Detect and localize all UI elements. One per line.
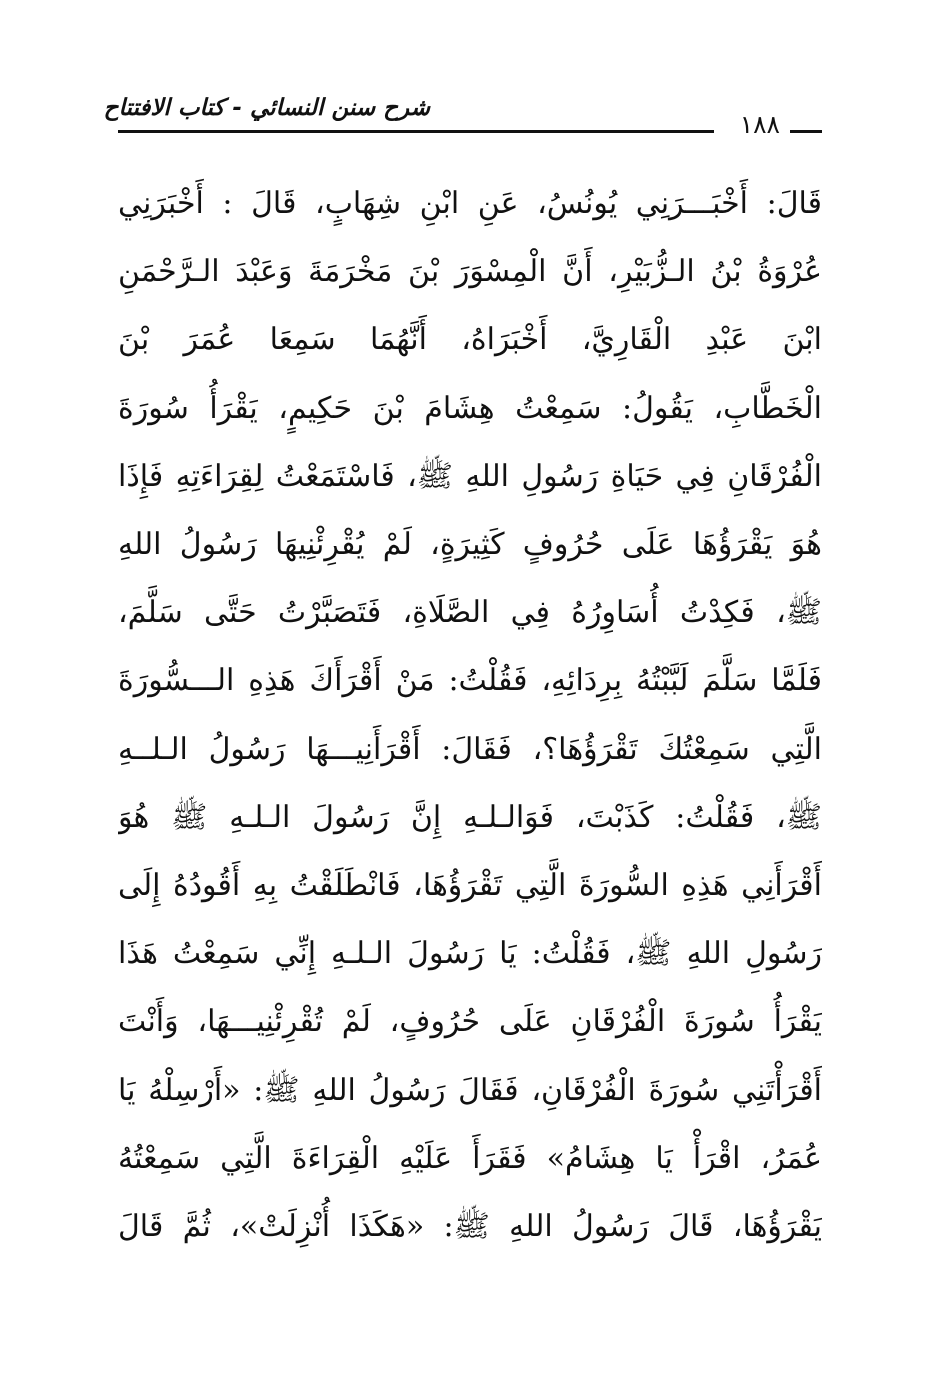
text-line (118, 306, 822, 374)
text-line (118, 852, 822, 920)
text-line-content: ابْنَ عَبْدِ الْقَارِيَّ، أَخْبَرَاهُ، أَنَّهُمَا سَمِعَا عُمَرَ بْنَ (118, 322, 822, 358)
text-line (118, 920, 822, 988)
text-line (118, 579, 822, 647)
page-number: ١٨٨ (739, 110, 780, 139)
text-line-content: قَالَ: أَخْبَـــرَنِي يُونُسُ، عَنِ ابْنِ شِهَابٍ، قَالَ : أَخْبَرَنِي (118, 186, 822, 222)
text-line (118, 1056, 822, 1124)
text-line (118, 511, 822, 579)
text-line-content: هُوَ يَقْرَؤُهَا عَلَى حُرُوفٍ كَثِيرَةٍ، لَمْ يُقْرِئْنِيهَا رَسُولُ اللهِ (118, 527, 822, 563)
text-line-content: الْخَطَّابِ، يَقُولُ: سَمِعْتُ هِشَامَ بْنَ حَكِيمٍ، يَقْرَأُ سُورَةَ (118, 390, 822, 426)
text-line-content: يَقْرَؤُهَا، قَالَ رَسُولُ اللهِ ﷺ: «هَكَذَا أُنْزِلَتْ»، ثُمَّ قَالَ (118, 1208, 822, 1244)
text-line (118, 716, 822, 784)
text-line (118, 170, 822, 238)
text-line (118, 443, 822, 511)
running-title: شرح سنن النسائي - كتاب الافتتاح (103, 95, 430, 121)
text-line (118, 784, 822, 852)
text-line-content: رَسُولِ اللهِ ﷺ، فَقُلْتُ: يَا رَسُولَ الـلـهِ إِنِّي سَمِعْتُ هَذَا (118, 936, 822, 972)
page-header (103, 92, 822, 144)
text-line (118, 1193, 822, 1261)
page-number-dash (790, 130, 822, 133)
text-line-content: أَقْرَأْتَنِي سُورَةَ الْفُرْقَانِ، فَقَالَ رَسُولُ اللهِ ﷺ: «أَرْسِلْهُ يَا (118, 1072, 822, 1108)
text-line (118, 375, 822, 443)
text-line-content: أَقْرَأَنِي هَذِهِ السُّورَةَ الَّتِي تَقْرَؤُهَا، فَانْطَلَقْتُ بِهِ أَقُودُهُ إِلَى (118, 867, 822, 903)
text-line-content: ﷺ، فَكِدْتُ أُسَاوِرُهُ فِي الصَّلَاةِ، فَتَصَبَّرْتُ حَتَّى سَلَّمَ، (118, 595, 822, 631)
text-line (118, 238, 822, 306)
text-line-content: ﷺ، فَقُلْتُ: كَذَبْتَ، فَوَالـلـهِ إِنَّ رَسُولَ الـلـهِ ﷺ هُوَ (118, 799, 822, 835)
text-line-content: يَقْرَأُ سُورَةَ الْفُرْقَانِ عَلَى حُرُوفٍ، لَمْ تُقْرِئْنِيـــهَا، وَأَنْتَ (118, 1004, 822, 1040)
text-line (118, 988, 822, 1056)
text-line-content: عُرْوَةُ بْنُ الـزُّبَيْرِ، أَنَّ الْمِسْوَرَ بْنَ مَخْرَمَةَ وَعَبْدَ الـرَّحْمَنِ (118, 254, 822, 290)
text-line-content: فَلَمَّا سَلَّمَ لَبَّبْتُهُ بِرِدَائِهِ، فَقُلْتُ: مَنْ أَقْرَأَكَ هَذِهِ الـــسُّورَةَ (118, 663, 822, 699)
text-line (118, 647, 822, 715)
text-line (118, 1125, 822, 1193)
body-text (118, 170, 822, 1270)
header-rule (118, 130, 714, 133)
text-line-content: الْفُرْقَانِ فِي حَيَاةِ رَسُولِ اللهِ ﷺ، فَاسْتَمَعْتُ لِقِرَاءَتِهِ فَإِذَا (118, 458, 822, 494)
text-line-content: عُمَرُ، اقْرَأْ يَا هِشَامُ» فَقَرَأَ عَلَيْهِ الْقِرَاءَةَ الَّتِي سَمِعْتُهُ (118, 1140, 822, 1176)
text-line-content: الَّتِي سَمِعْتُكَ تَقْرَؤُهَا؟، فَقَالَ: أَقْرَأَنِيـــهَا رَسُولُ الـلــهِ (118, 731, 822, 767)
